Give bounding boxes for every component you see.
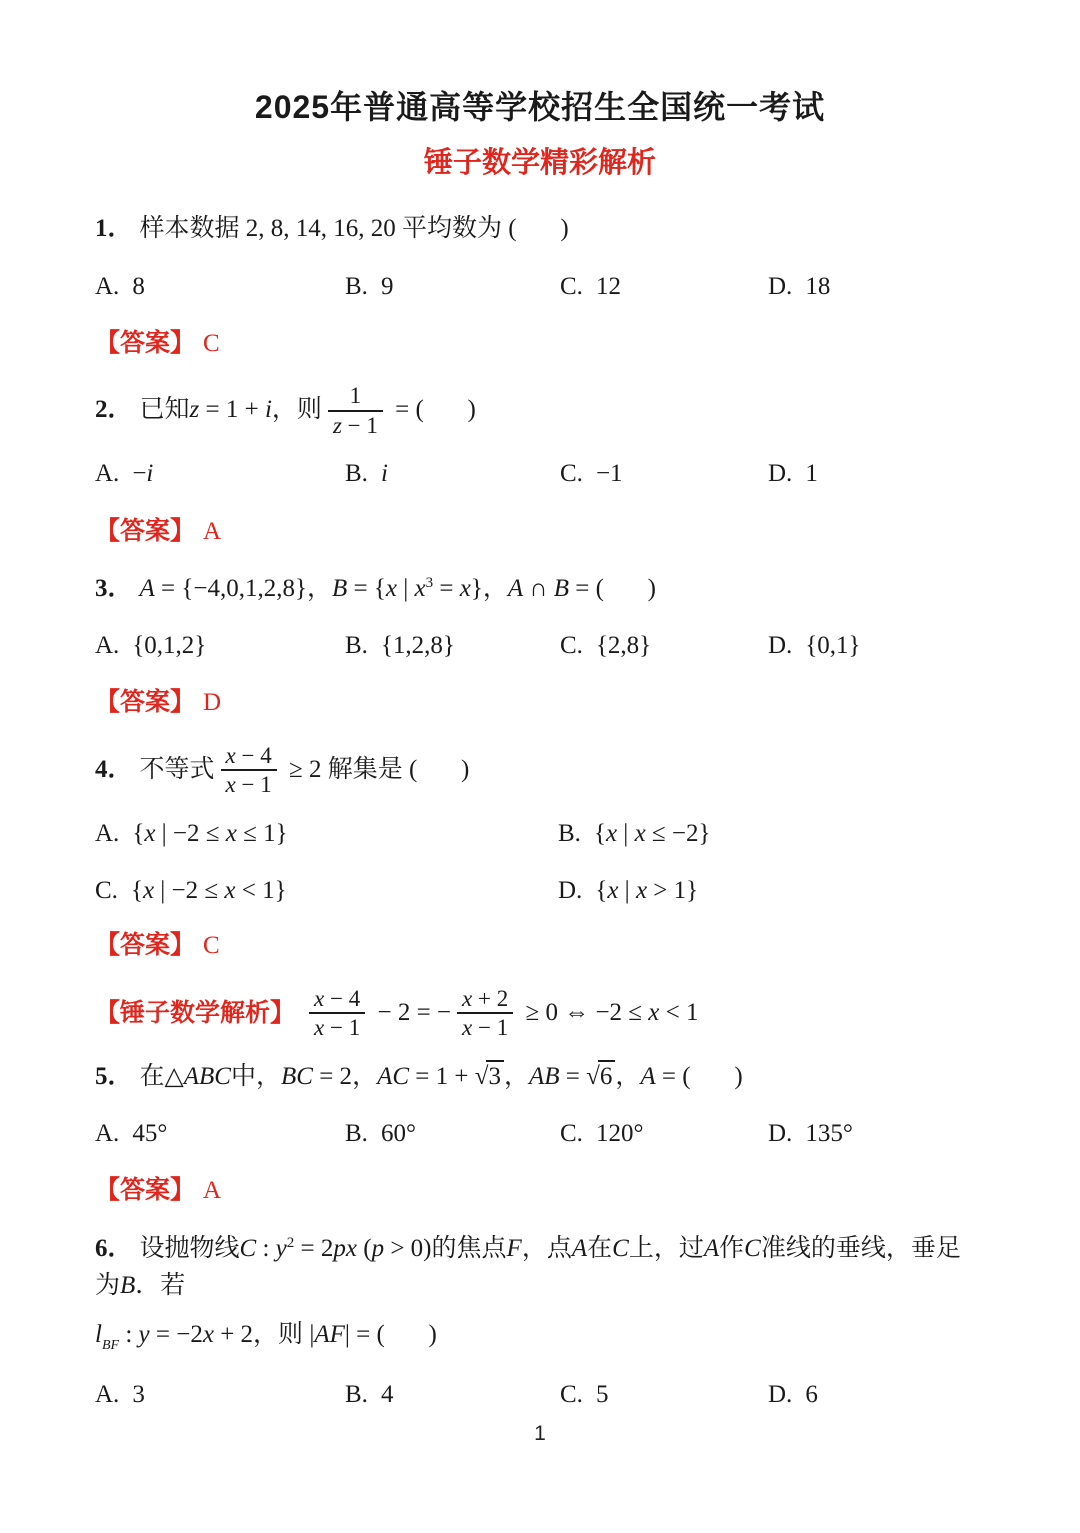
q2-option-b xyxy=(345,455,560,492)
option-label: D. xyxy=(768,460,793,488)
option-value: 4 xyxy=(380,1381,394,1409)
q1-option-b xyxy=(345,268,560,305)
analysis-formula: $\frac{x - 4}{x - 1}$ − 2 = − $\frac{x + 2}{x - 1}$ ≥ 0 ⇔ −2 ≤ x < 1 xyxy=(303,985,698,1042)
question-1-stem: 1． 样本数据 2, 8, 14, 16, 20 平均数为 ( ) xyxy=(95,214,569,243)
option-value: {0,1,2} xyxy=(132,632,207,660)
q2-option-c xyxy=(560,455,768,492)
question-3-options xyxy=(95,627,985,664)
answer-label: 【答案】 xyxy=(95,516,196,545)
question-6-options xyxy=(95,1376,985,1413)
option-value: 1 xyxy=(805,460,818,488)
option-value: {x | x > 1} xyxy=(595,877,699,905)
q6-option-b xyxy=(345,1376,560,1413)
option-label: C. xyxy=(560,272,583,300)
answer-label: 【答案】 xyxy=(95,328,196,357)
q4-option-b xyxy=(558,815,985,852)
option-label: B. xyxy=(558,819,581,847)
answer-label: 【答案】 xyxy=(95,688,196,717)
page-title: 2025年普通高等学校招生全国统一考试 xyxy=(254,89,826,125)
option-label: D. xyxy=(768,632,793,660)
answer-label: 【答案】 xyxy=(95,1176,196,1205)
page-number: 1 xyxy=(534,1421,546,1445)
q1-option-d xyxy=(768,268,985,305)
option-value: 60° xyxy=(380,1120,416,1147)
option-label: D. xyxy=(768,1381,793,1409)
option-label: A. xyxy=(95,819,120,847)
option-label: B. xyxy=(345,1120,368,1147)
answer-letter: A xyxy=(203,517,222,545)
q3-answer-line xyxy=(95,684,985,721)
option-value: {x | −2 ≤ x ≤ 1} xyxy=(132,819,288,847)
q3-option-b xyxy=(345,627,560,664)
option-label: D. xyxy=(768,1120,793,1147)
option-value: 120° xyxy=(595,1120,644,1147)
question-2-options xyxy=(95,455,985,492)
option-label: B. xyxy=(345,460,368,488)
option-value: 45° xyxy=(132,1120,168,1147)
option-label: A. xyxy=(95,1381,120,1409)
option-value: −1 xyxy=(595,460,623,488)
q4-option-a xyxy=(95,815,558,852)
q5-option-c xyxy=(560,1115,768,1152)
option-label: A. xyxy=(95,632,120,660)
option-label: B. xyxy=(345,1381,368,1409)
option-label: B. xyxy=(345,632,368,660)
q3-option-d xyxy=(768,627,985,664)
q4-option-d xyxy=(558,872,985,909)
option-value: 18 xyxy=(805,272,831,300)
answer-letter: D xyxy=(203,689,222,717)
option-value: {2,8} xyxy=(595,632,652,660)
option-label: C. xyxy=(560,460,583,488)
q4-option-c xyxy=(95,872,558,909)
q6-option-d xyxy=(768,1376,985,1413)
option-value: 5 xyxy=(595,1381,609,1409)
q1-option-c xyxy=(560,268,768,305)
question-2-stem: 2． 已知z = 1 + i，则 $\frac{1}{z - 1}$ = ( ) xyxy=(95,383,476,438)
answer-label: 【答案】 xyxy=(95,931,196,960)
option-value: 8 xyxy=(132,272,145,300)
q5-option-d xyxy=(768,1115,985,1152)
option-label: C. xyxy=(560,1120,583,1147)
q3-option-c xyxy=(560,627,768,664)
q2-option-d xyxy=(768,455,985,492)
option-label: C. xyxy=(560,1381,583,1409)
option-label: A. xyxy=(95,460,120,488)
answer-letter: C xyxy=(203,329,220,357)
q4-answer-line xyxy=(95,927,985,964)
analysis-label: 【锤子数学解析】 xyxy=(95,999,296,1028)
answer-letter: C xyxy=(203,932,220,960)
option-value: −i xyxy=(132,460,154,488)
q6-option-a xyxy=(95,1376,345,1413)
option-value: {0,1} xyxy=(805,632,861,660)
option-label: D. xyxy=(558,877,583,905)
q5-option-a xyxy=(95,1115,345,1152)
option-label: B. xyxy=(345,272,368,300)
option-value: 6 xyxy=(805,1381,818,1409)
page-subtitle: 锤子数学精彩解析 xyxy=(423,147,656,180)
answer-letter: A xyxy=(203,1177,222,1205)
question-3-stem: 3． A = {−4,0,1,2,8}，B = {x | $x^3 = x$}，A ∩ B = ( ) xyxy=(95,573,656,602)
question-4-options xyxy=(95,815,985,910)
q2-option-a xyxy=(95,455,345,492)
question-6-stem-line1: 6． 设抛物线C : $y^2 = 2px$ (p > 0)的焦点F，点A在C上，过A作C准线的垂线，垂足为B．若 xyxy=(95,1233,961,1299)
option-value: 9 xyxy=(380,272,394,300)
option-value: 12 xyxy=(595,272,621,300)
q3-option-a xyxy=(95,627,345,664)
option-value: 135° xyxy=(805,1120,853,1147)
q2-answer-line xyxy=(95,513,985,550)
q6-option-c xyxy=(560,1376,768,1413)
option-value: {x | −2 ≤ x < 1} xyxy=(130,877,287,905)
question-5-stem: 5． 在△ABC中，BC = 2，AC = 1 + √3 ，AB = √6 ，A = ( ) xyxy=(95,1061,743,1090)
option-label: C. xyxy=(95,877,118,905)
option-label: A. xyxy=(95,1120,120,1147)
q4-analysis-line xyxy=(95,985,985,1042)
q1-answer-line xyxy=(95,325,985,362)
option-label: A. xyxy=(95,272,120,300)
q1-option-a xyxy=(95,268,345,305)
option-value: i xyxy=(380,460,388,488)
q5-answer-line xyxy=(95,1172,985,1209)
option-value: {x | x ≤ −2} xyxy=(593,819,711,847)
question-4-stem: 4． 不等式 $\frac{x - 4}{x - 1}$ ≥ 2 解集是 ( ) xyxy=(95,742,470,798)
option-label: D. xyxy=(768,272,793,300)
question-6-stem-line2: $l_{BF}$ : y = −2x + 2，则 |AF| = ( ) xyxy=(95,1320,437,1353)
option-value: 3 xyxy=(132,1381,145,1409)
q5-option-b xyxy=(345,1115,560,1152)
question-1-options xyxy=(95,268,985,305)
question-5-options xyxy=(95,1115,985,1152)
option-label: C. xyxy=(560,632,583,660)
option-value: {1,2,8} xyxy=(380,632,455,660)
